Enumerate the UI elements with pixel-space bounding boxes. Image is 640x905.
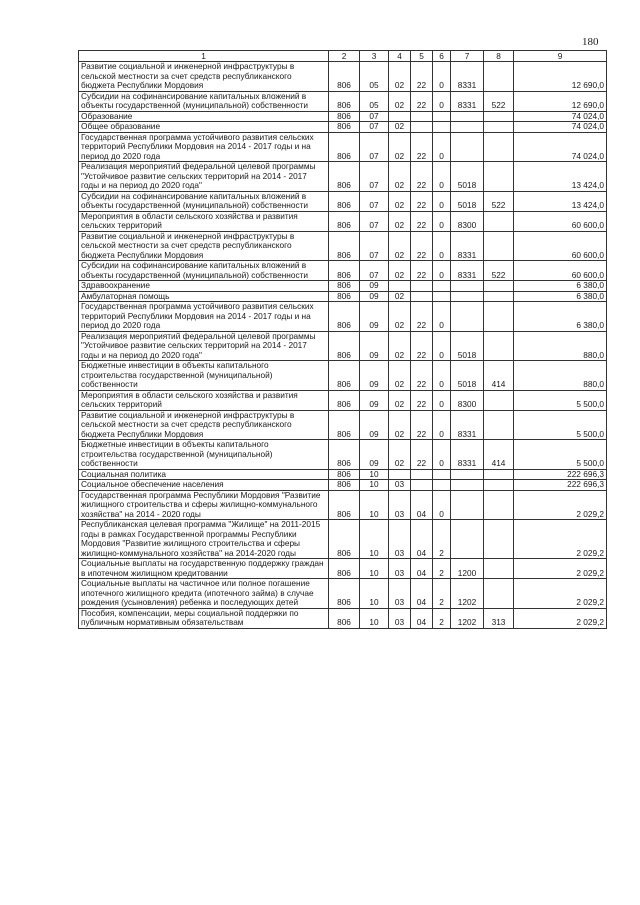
- code-cell: 1200: [451, 559, 484, 579]
- row-name-cell: Социальные выплаты на частичное или полное погашение ипотечного жилищного кредита (ипотечного займа) в случае рождения (усыновления) ребенка и последующих детей: [79, 579, 329, 609]
- table-row: [79, 469, 607, 480]
- code-cell: 806: [329, 191, 360, 211]
- code-cell: [433, 281, 451, 292]
- code-cell: 03: [389, 579, 411, 609]
- table-row: [79, 361, 607, 391]
- code-cell: 22: [411, 440, 433, 470]
- code-cell: 522: [484, 91, 514, 111]
- code-cell: 414: [484, 361, 514, 391]
- code-cell: 02: [389, 390, 411, 410]
- code-cell: 22: [411, 390, 433, 410]
- code-cell: [484, 520, 514, 559]
- code-cell: 22: [411, 62, 433, 92]
- code-cell: 806: [329, 62, 360, 92]
- row-name-cell: Государственная программа Республики Мордовия "Развитие жилищного строительства и сферы жилищно-коммунального хозяйства" на 2014 - 2020 годы: [79, 490, 329, 520]
- code-cell: 806: [329, 291, 360, 302]
- code-cell: 07: [360, 111, 389, 122]
- amount-cell: 74 024,0: [514, 132, 607, 162]
- code-cell: [411, 122, 433, 133]
- code-cell: 22: [411, 132, 433, 162]
- row-name-cell: Государственная программа устойчивого развития сельских территорий Республики Мордовия на 2014 - 2017 годы и на период до 2020 года: [79, 132, 329, 162]
- code-cell: 02: [389, 132, 411, 162]
- code-cell: 09: [360, 291, 389, 302]
- code-cell: 02: [389, 361, 411, 391]
- code-cell: 806: [329, 559, 360, 579]
- code-cell: [451, 302, 484, 332]
- code-cell: 03: [389, 520, 411, 559]
- table-body: [79, 62, 607, 629]
- table-row: [79, 390, 607, 410]
- row-name-cell: Здравоохранение: [79, 281, 329, 292]
- table-row: [79, 480, 607, 491]
- table-row: [79, 579, 607, 609]
- row-name-cell: Реализация мероприятий федеральной целевой программы "Устойчивое развитие сельских территорий на 2014 - 2017 годы и на период до 2020 года": [79, 162, 329, 192]
- code-cell: 0: [433, 231, 451, 261]
- row-name-cell: Мероприятия в области сельского хозяйства и развития сельских территорий: [79, 390, 329, 410]
- table-row: [79, 91, 607, 111]
- code-cell: 5018: [451, 162, 484, 192]
- code-cell: 0: [433, 410, 451, 440]
- column-header: 8: [484, 51, 514, 62]
- code-cell: 22: [411, 361, 433, 391]
- code-cell: 806: [329, 91, 360, 111]
- column-header: 1: [79, 51, 329, 62]
- table-row: [79, 608, 607, 628]
- amount-cell: 5 500,0: [514, 410, 607, 440]
- code-cell: 8300: [451, 390, 484, 410]
- page-number: 180: [582, 36, 599, 48]
- code-cell: 07: [360, 191, 389, 211]
- amount-cell: 60 600,0: [514, 211, 607, 231]
- code-cell: 09: [360, 410, 389, 440]
- code-cell: 05: [360, 91, 389, 111]
- row-name-cell: Государственная программа устойчивого развития сельских территорий Республики Мордовия на 2014 - 2017 годы и на период до 2020 года: [79, 302, 329, 332]
- code-cell: 07: [360, 132, 389, 162]
- code-cell: [451, 480, 484, 491]
- amount-cell: 222 696,3: [514, 469, 607, 480]
- amount-cell: 12 690,0: [514, 62, 607, 92]
- amount-cell: 74 024,0: [514, 111, 607, 122]
- row-name-cell: Пособия, компенсации, меры социальной поддержки по публичным нормативным обязательствам: [79, 608, 329, 628]
- code-cell: 0: [433, 162, 451, 192]
- amount-cell: 6 380,0: [514, 281, 607, 292]
- column-header: 4: [389, 51, 411, 62]
- code-cell: 806: [329, 490, 360, 520]
- code-cell: 22: [411, 302, 433, 332]
- row-name-cell: Республиканская целевая программа "Жилище" на 2011-2015 годы в рамках Государственной программы Республики Мордовия "Развитие жилищного строительства и сферы жилищно-коммунального хозяйства" на 2014-2020 годы: [79, 520, 329, 559]
- code-cell: 02: [389, 331, 411, 361]
- table-row: [79, 191, 607, 211]
- table-row: [79, 62, 607, 92]
- code-cell: 806: [329, 480, 360, 491]
- code-cell: 2: [433, 559, 451, 579]
- code-cell: 0: [433, 132, 451, 162]
- code-cell: 1202: [451, 579, 484, 609]
- code-cell: 02: [389, 231, 411, 261]
- code-cell: [389, 111, 411, 122]
- code-cell: 22: [411, 191, 433, 211]
- code-cell: 806: [329, 162, 360, 192]
- code-cell: 806: [329, 261, 360, 281]
- code-cell: 04: [411, 608, 433, 628]
- code-cell: 02: [389, 261, 411, 281]
- code-cell: 22: [411, 211, 433, 231]
- code-cell: 806: [329, 520, 360, 559]
- code-cell: 0: [433, 191, 451, 211]
- code-cell: 8300: [451, 211, 484, 231]
- code-cell: 8331: [451, 410, 484, 440]
- amount-cell: 2 029,2: [514, 559, 607, 579]
- code-cell: 09: [360, 361, 389, 391]
- code-cell: 0: [433, 62, 451, 92]
- code-cell: 5018: [451, 191, 484, 211]
- code-cell: 414: [484, 440, 514, 470]
- code-cell: 2: [433, 608, 451, 628]
- table-row: [79, 122, 607, 133]
- code-cell: [433, 469, 451, 480]
- code-cell: 22: [411, 261, 433, 281]
- table-row: [79, 410, 607, 440]
- code-cell: 02: [389, 191, 411, 211]
- code-cell: 806: [329, 122, 360, 133]
- code-cell: [484, 162, 514, 192]
- amount-cell: 5 500,0: [514, 440, 607, 470]
- code-cell: 8331: [451, 261, 484, 281]
- code-cell: [411, 469, 433, 480]
- code-cell: 22: [411, 91, 433, 111]
- code-cell: 02: [389, 122, 411, 133]
- code-cell: 10: [360, 520, 389, 559]
- code-cell: [451, 291, 484, 302]
- column-header: 9: [514, 51, 607, 62]
- code-cell: [484, 410, 514, 440]
- code-cell: [411, 281, 433, 292]
- code-cell: [484, 111, 514, 122]
- row-name-cell: Развитие социальной и инженерной инфраструктуры в сельской местности за счет средств республиканского бюджета Республики Мордовия: [79, 62, 329, 92]
- code-cell: 2: [433, 520, 451, 559]
- code-cell: [389, 469, 411, 480]
- row-name-cell: Общее образование: [79, 122, 329, 133]
- table-row: [79, 331, 607, 361]
- code-cell: 09: [360, 281, 389, 292]
- amount-cell: 13 424,0: [514, 162, 607, 192]
- table-row: [79, 520, 607, 559]
- code-cell: 522: [484, 261, 514, 281]
- code-cell: 02: [389, 302, 411, 332]
- code-cell: 8331: [451, 62, 484, 92]
- amount-cell: 2 029,2: [514, 579, 607, 609]
- code-cell: 806: [329, 331, 360, 361]
- code-cell: 313: [484, 608, 514, 628]
- code-cell: [433, 291, 451, 302]
- code-cell: [484, 490, 514, 520]
- code-cell: 02: [389, 410, 411, 440]
- code-cell: 0: [433, 91, 451, 111]
- row-name-cell: Социальные выплаты на государственную поддержку граждан в ипотечном жилищном кредитовании: [79, 559, 329, 579]
- code-cell: [484, 211, 514, 231]
- code-cell: 10: [360, 559, 389, 579]
- code-cell: 10: [360, 480, 389, 491]
- table-row: [79, 281, 607, 292]
- code-cell: 09: [360, 302, 389, 332]
- table-row: [79, 291, 607, 302]
- amount-cell: 5 500,0: [514, 390, 607, 410]
- code-cell: [411, 291, 433, 302]
- column-header: 3: [360, 51, 389, 62]
- row-name-cell: Образование: [79, 111, 329, 122]
- code-cell: 05: [360, 62, 389, 92]
- code-cell: 03: [389, 559, 411, 579]
- code-cell: [484, 480, 514, 491]
- code-cell: 806: [329, 211, 360, 231]
- code-cell: 806: [329, 231, 360, 261]
- row-name-cell: Бюджетные инвестиции в объекты капитального строительства государственной (муниципальной) собственности: [79, 440, 329, 470]
- table-row: [79, 559, 607, 579]
- code-cell: 806: [329, 302, 360, 332]
- column-header: 5: [411, 51, 433, 62]
- code-cell: 07: [360, 231, 389, 261]
- amount-cell: 60 600,0: [514, 261, 607, 281]
- code-cell: 22: [411, 162, 433, 192]
- column-header: 2: [329, 51, 360, 62]
- table-row: [79, 231, 607, 261]
- code-cell: 5018: [451, 331, 484, 361]
- code-cell: [433, 111, 451, 122]
- row-name-cell: Социальное обеспечение населения: [79, 480, 329, 491]
- code-cell: 806: [329, 390, 360, 410]
- code-cell: 0: [433, 390, 451, 410]
- code-cell: 0: [433, 261, 451, 281]
- code-cell: 0: [433, 361, 451, 391]
- code-cell: 0: [433, 440, 451, 470]
- table-row: [79, 211, 607, 231]
- code-cell: [484, 559, 514, 579]
- code-cell: 2: [433, 579, 451, 609]
- table-header-row: [79, 51, 607, 62]
- code-cell: 10: [360, 608, 389, 628]
- table-row: [79, 261, 607, 281]
- row-name-cell: Мероприятия в области сельского хозяйства и развития сельских территорий: [79, 211, 329, 231]
- code-cell: 0: [433, 211, 451, 231]
- column-header: 7: [451, 51, 484, 62]
- amount-cell: 74 024,0: [514, 122, 607, 133]
- amount-cell: 60 600,0: [514, 231, 607, 261]
- code-cell: [484, 291, 514, 302]
- row-name-cell: Амбулаторная помощь: [79, 291, 329, 302]
- code-cell: [451, 520, 484, 559]
- amount-cell: 13 424,0: [514, 191, 607, 211]
- code-cell: 02: [389, 211, 411, 231]
- code-cell: 02: [389, 440, 411, 470]
- amount-cell: 222 696,3: [514, 480, 607, 491]
- code-cell: 03: [389, 480, 411, 491]
- code-cell: 0: [433, 490, 451, 520]
- table-row: [79, 440, 607, 470]
- amount-cell: 2 029,2: [514, 608, 607, 628]
- code-cell: 806: [329, 440, 360, 470]
- code-cell: [484, 331, 514, 361]
- budget-table: [78, 50, 607, 629]
- code-cell: [411, 480, 433, 491]
- row-name-cell: Реализация мероприятий федеральной целевой программы "Устойчивое развитие сельских территорий на 2014 - 2017 годы и на период до 2020 года": [79, 331, 329, 361]
- code-cell: 0: [433, 331, 451, 361]
- code-cell: 22: [411, 231, 433, 261]
- code-cell: 10: [360, 579, 389, 609]
- code-cell: 07: [360, 162, 389, 192]
- table-row: [79, 111, 607, 122]
- row-name-cell: Социальная политика: [79, 469, 329, 480]
- code-cell: 09: [360, 331, 389, 361]
- code-cell: 04: [411, 520, 433, 559]
- code-cell: 07: [360, 211, 389, 231]
- code-cell: 03: [389, 608, 411, 628]
- column-header: 6: [433, 51, 451, 62]
- code-cell: 806: [329, 132, 360, 162]
- code-cell: 1202: [451, 608, 484, 628]
- row-name-cell: Бюджетные инвестиции в объекты капитального строительства государственной (муниципальной) собственности: [79, 361, 329, 391]
- code-cell: 806: [329, 608, 360, 628]
- code-cell: [451, 469, 484, 480]
- code-cell: 806: [329, 410, 360, 440]
- code-cell: 02: [389, 162, 411, 192]
- code-cell: [484, 231, 514, 261]
- code-cell: 02: [389, 62, 411, 92]
- code-cell: 10: [360, 469, 389, 480]
- code-cell: [411, 111, 433, 122]
- amount-cell: 880,0: [514, 331, 607, 361]
- code-cell: 04: [411, 490, 433, 520]
- code-cell: [484, 122, 514, 133]
- code-cell: 5018: [451, 361, 484, 391]
- code-cell: 03: [389, 490, 411, 520]
- code-cell: 8331: [451, 440, 484, 470]
- code-cell: [484, 469, 514, 480]
- code-cell: 806: [329, 281, 360, 292]
- table-row: [79, 490, 607, 520]
- amount-cell: 2 029,2: [514, 520, 607, 559]
- row-name-cell: Субсидии на софинансирование капитальных вложений в объекты государственной (муниципальной) собственности: [79, 91, 329, 111]
- code-cell: 02: [389, 291, 411, 302]
- amount-cell: 6 380,0: [514, 291, 607, 302]
- row-name-cell: Субсидии на софинансирование капитальных вложений в объекты государственной (муниципальной) собственности: [79, 191, 329, 211]
- table-row: [79, 302, 607, 332]
- table-row: [79, 132, 607, 162]
- code-cell: [451, 281, 484, 292]
- row-name-cell: Развитие социальной и инженерной инфраструктуры в сельской местности за счет средств республиканского бюджета Республики Мордовия: [79, 231, 329, 261]
- code-cell: 8331: [451, 91, 484, 111]
- code-cell: 07: [360, 122, 389, 133]
- code-cell: 04: [411, 559, 433, 579]
- code-cell: 22: [411, 410, 433, 440]
- amount-cell: 12 690,0: [514, 91, 607, 111]
- code-cell: 806: [329, 111, 360, 122]
- code-cell: 10: [360, 490, 389, 520]
- code-cell: [484, 390, 514, 410]
- amount-cell: 6 380,0: [514, 302, 607, 332]
- code-cell: 07: [360, 261, 389, 281]
- row-name-cell: Развитие социальной и инженерной инфраструктуры в сельской местности за счет средств республиканского бюджета Республики Мордовия: [79, 410, 329, 440]
- code-cell: [484, 62, 514, 92]
- code-cell: [451, 490, 484, 520]
- code-cell: 806: [329, 469, 360, 480]
- code-cell: 806: [329, 579, 360, 609]
- code-cell: 0: [433, 302, 451, 332]
- code-cell: 806: [329, 361, 360, 391]
- code-cell: 8331: [451, 231, 484, 261]
- code-cell: [433, 480, 451, 491]
- code-cell: 04: [411, 579, 433, 609]
- code-cell: [484, 579, 514, 609]
- code-cell: [451, 122, 484, 133]
- code-cell: [451, 111, 484, 122]
- code-cell: [433, 122, 451, 133]
- code-cell: 09: [360, 390, 389, 410]
- code-cell: 22: [411, 331, 433, 361]
- code-cell: [484, 302, 514, 332]
- code-cell: 02: [389, 91, 411, 111]
- code-cell: [389, 281, 411, 292]
- amount-cell: 880,0: [514, 361, 607, 391]
- row-name-cell: Субсидии на софинансирование капитальных вложений в объекты государственной (муниципальной) собственности: [79, 261, 329, 281]
- code-cell: 522: [484, 191, 514, 211]
- code-cell: 09: [360, 440, 389, 470]
- amount-cell: 2 029,2: [514, 490, 607, 520]
- code-cell: [484, 132, 514, 162]
- code-cell: [451, 132, 484, 162]
- table-row: [79, 162, 607, 192]
- code-cell: [484, 281, 514, 292]
